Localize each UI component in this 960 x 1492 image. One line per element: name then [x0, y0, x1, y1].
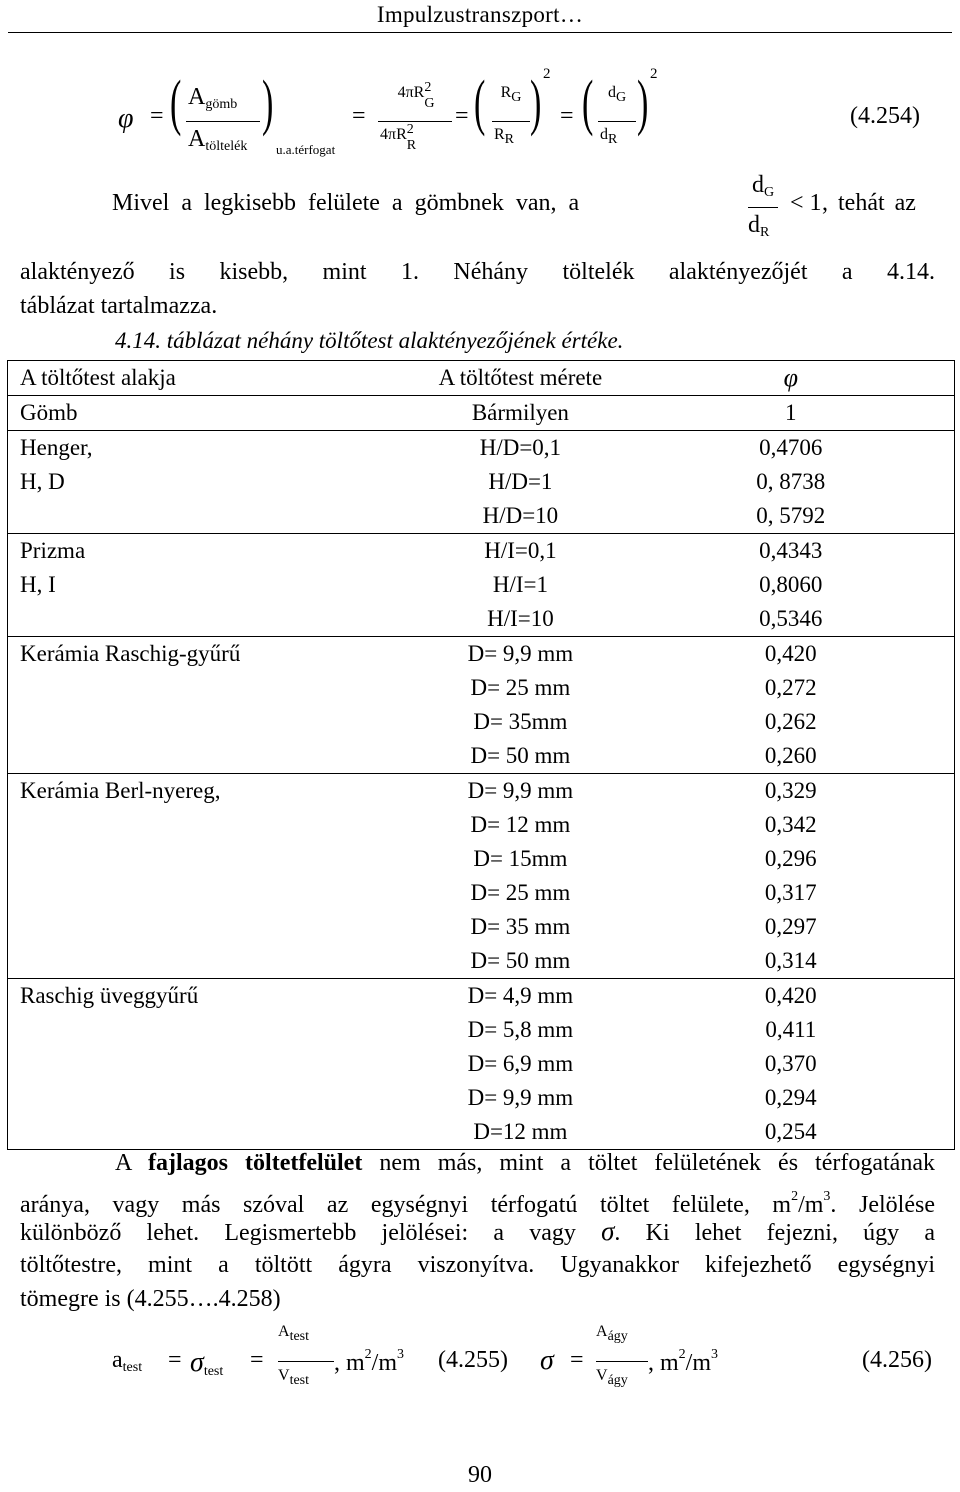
shape-cell: Prizma [8, 534, 414, 569]
square-exponent: 2 [650, 66, 658, 82]
fraction-bar [598, 121, 636, 122]
fraction-4piR: 4πR 2 G 4πR 2 R [380, 84, 452, 106]
size-cell: H/I=0,1 [413, 534, 627, 569]
table-row [8, 739, 955, 774]
equation-number: (4.254) [850, 103, 920, 129]
size-cell: D= 15mm [473, 846, 568, 871]
condition-subscript: u.a.térfogat [276, 142, 336, 157]
square-exponent: 2 [543, 66, 551, 82]
size-cell: D= 9,9 mm [413, 774, 627, 809]
table-row [8, 808, 955, 842]
size-cell: D= 12 mm [470, 812, 571, 837]
table-row [8, 396, 955, 431]
shape-cell: H, D [20, 469, 65, 494]
header-rule [8, 32, 952, 33]
shape-cell [8, 876, 414, 910]
phi-cell: 0,296 [764, 846, 817, 871]
size-cell: D= 9,9 mm [467, 1085, 574, 1110]
phi-cell: 0,4706 [628, 431, 955, 466]
page-number: 90 [468, 1462, 492, 1488]
fraction-dG-dR: dG dR [600, 84, 634, 106]
phi-cell: 0,420 [628, 637, 955, 672]
phi-cell: 0,5346 [759, 606, 823, 631]
table-row [8, 431, 955, 466]
shape-cell: Kerámia Berl-nyereg, [8, 774, 414, 809]
paragraph-line: töltőtestre, mint a töltött ágyra viszonyítva. Ugyanakkor kifejezhető egységnyi [20, 1252, 935, 1278]
table-row [8, 944, 955, 979]
column-header: A töltőtest alakja [8, 361, 414, 396]
table-row [8, 602, 955, 637]
paragraph-line: , tehát az [822, 190, 916, 216]
shape-cell: H, I [20, 572, 56, 597]
fraction-A-V-agy: Aágy Vágy [596, 1323, 648, 1345]
phi-symbol: φ [118, 103, 134, 134]
table-row [8, 910, 955, 944]
table-row [8, 1115, 955, 1150]
table-row [8, 876, 955, 910]
size-cell: D= 9,9 mm [413, 637, 627, 672]
equation-number: (4.256) [862, 1347, 932, 1373]
shape-cell [8, 602, 414, 637]
phi-cell: 0,4343 [628, 534, 955, 569]
phi-cell: 0, 5792 [756, 503, 826, 528]
fraction-bar [278, 1361, 334, 1362]
fraction-bar [748, 207, 778, 208]
table-row [8, 1081, 955, 1115]
table-row [8, 774, 955, 809]
table-caption: 4.14. táblázat néhány töltőtest alaktényezőjének értéke. [115, 328, 624, 353]
phi-cell: 0,272 [764, 675, 817, 700]
shape-cell [8, 499, 414, 534]
size-cell: D= 35mm [473, 709, 568, 734]
phi-cell: 1 [628, 396, 955, 431]
size-cell: D= 25 mm [470, 880, 571, 905]
size-cell: D=12 mm [473, 1119, 568, 1144]
table-row [8, 705, 955, 739]
table-row [8, 568, 955, 602]
shape-cell: Kerámia Raschig-gyűrű [8, 637, 414, 672]
table-row [8, 499, 955, 534]
shape-cell [8, 1115, 414, 1150]
paragraph-line: alaktényező is kisebb, mint 1. Néhány töltelék alaktényezőjét a 4.14. [20, 259, 935, 285]
paragraph-line: tömegre is (4.255….4.258) [20, 1286, 281, 1312]
fraction-bar [378, 121, 452, 122]
shape-cell [8, 910, 414, 944]
phi-cell: 0,314 [764, 948, 817, 973]
table-row [8, 671, 955, 705]
phi-cell: 0,294 [764, 1085, 817, 1110]
running-header: Impulzustranszport… [376, 2, 584, 27]
equals-sign: = [560, 103, 574, 129]
shape-cell [8, 808, 414, 842]
size-cell: Bármilyen [413, 396, 627, 431]
phi-cell: 0,262 [764, 709, 817, 734]
table-row [8, 465, 955, 499]
size-cell: H/I=10 [487, 606, 554, 631]
table-row [8, 637, 955, 672]
phi-cell: 0,342 [764, 812, 817, 837]
equals-sign: = [352, 103, 366, 129]
paragraph-line: különböző lehet. Legismertebb jelölései: a vagy σ. Ki lehet fejezni, úgy a [20, 1216, 935, 1246]
size-cell: D= 50 mm [470, 948, 571, 973]
phi-cell: 0,370 [764, 1051, 817, 1076]
shape-factor-table [7, 360, 955, 1150]
phi-cell: 0,411 [765, 1017, 817, 1042]
size-cell: D= 50 mm [470, 743, 571, 768]
table-row [8, 534, 955, 569]
equation-number: (4.255) [438, 1347, 508, 1373]
numerator: $A_{gömb}$ [188, 84, 238, 112]
paragraph-line: táblázat tartalmazza. [20, 293, 218, 319]
shape-cell [8, 739, 414, 774]
right-paren: ) [530, 69, 542, 137]
phi-cell: 0,297 [764, 914, 817, 939]
shape-cell [8, 944, 414, 979]
shape-cell: Henger, [8, 431, 414, 466]
size-cell: H/D=0,1 [413, 431, 627, 466]
column-header: φ [628, 361, 955, 396]
left-paren: ( [582, 69, 594, 137]
equals-sign: = [150, 103, 164, 129]
table-header-row [8, 361, 955, 396]
less-than-one: < 1 [790, 190, 822, 216]
phi-cell: 0, 8738 [756, 469, 826, 494]
table-row [8, 1047, 955, 1081]
equals-sign: = [455, 103, 469, 129]
shape-cell [8, 842, 414, 876]
fraction-area-ratio [186, 84, 258, 154]
paragraph-line: Mivel a legkisebb felülete a gömbnek van, a [112, 190, 580, 216]
size-cell: D= 4,9 mm [413, 979, 627, 1014]
right-paren: ) [262, 69, 274, 137]
table-row [8, 979, 955, 1014]
phi-cell: 0,420 [628, 979, 955, 1014]
left-paren: ( [170, 69, 182, 137]
fraction-bar [492, 121, 530, 122]
paragraph-line: aránya, vagy más szóval az egységnyi térfogatú töltet felülete, $m^2/m^3$. Jelölése [20, 1189, 935, 1218]
phi-cell: 0,329 [628, 774, 955, 809]
fraction-dG-dR-inline: $d_G$ $d_R$ [748, 172, 778, 201]
phi-cell: 0,8060 [759, 572, 823, 597]
shape-cell: Raschig üveggyűrű [8, 979, 414, 1014]
phi-cell: 0,317 [764, 880, 817, 905]
size-cell: D= 6,9 mm [467, 1051, 574, 1076]
size-cell: H/I=1 [492, 572, 548, 597]
fraction-RG-RR: RG RR [494, 84, 528, 106]
size-cell: D= 25 mm [470, 675, 571, 700]
table-row [8, 1013, 955, 1047]
column-header: A töltőtest mérete [413, 361, 627, 396]
table-row [8, 842, 955, 876]
size-cell: H/D=1 [488, 469, 553, 494]
size-cell: H/D=10 [482, 503, 559, 528]
size-cell: D= 5,8 mm [467, 1017, 574, 1042]
left-paren: ( [474, 69, 486, 137]
fraction-A-V-test: Atest Vtest [278, 1323, 334, 1345]
shape-cell [8, 705, 414, 739]
fraction-bar [596, 1361, 648, 1362]
phi-cell: 0,254 [764, 1119, 817, 1144]
shape-cell [8, 671, 414, 705]
phi-cell: 0,260 [764, 743, 817, 768]
shape-cell [8, 1081, 414, 1115]
shape-cell: Gömb [8, 396, 414, 431]
document-page: Impulzustranszport… φ = ( $A_{gömb}$ $A_{töltelék}$ ) u.a.térfogat = 4πR 2 G 4πR 2 R = ( RG RR ) 2 = ( dG dR ) 2 (4.254) Mivel a legkisebb felülete a gömbnek van, a $d_G$ $d_R$ < 1 , tehát az alaktényező is kisebb, mint 1. Néhány töltelék alaktényezőjét a 4.14. táblázat tartalmazza. 4.14. táblázat néhány töltőtest alaktényezőjének értéke. A töltőtest alakja A töltőtest mérete φ Gömb Bármilyen 1 Henger, H/D=0,1 0,4706 H, D H/D=1 0, 8738 H/D=10 0, 5792 Prizma H/I=0,1 0,4343 H, I H/I=1 0,8060 H/I=10 0,5346 Kerámia Raschig-gyűrű D= 9,9 mm 0,420 D= 25 mm 0,272 D= 35mm 0,262 D= 50 mm 0,260 Kerámia Berl-nyereg, D= 9,9 mm 0,329 D= 12 mm 0,342 D= 15mm 0,296 D= 25 mm 0,317 D= 35 mm 0,297 D= 50 mm 0,314 Raschig üveggyűrű D= 4,9 mm 0,420 D= 5,8 mm 0,411 D= 6,9 mm 0,370 D= 9,9 mm 0,294 D=12 mm 0,254 A fajlagos töltetfelület nem más, mint a töltet felületének és térfogatának aránya, vagy más szóval az egységnyi térfogatú töltet felülete, $m^2/m^3$. Jelölése különböző lehet. Legismertebb jelölései: a vagy σ. Ki lehet fejezni, úgy a töltőtestre, mint a töltött ágyra viszonyítva. Ugyanakkor kifejezhető egységnyi tömegre is (4.255….4.258) $a_{test}$ = $\sigma_{test}$ = Atest Vtest , $m^2/m^3$ (4.255) σ = Aágy Vágy , $m^2/m^3$ (4.256) 90 [0, 0, 960, 1492]
fraction-bar [186, 121, 260, 122]
paragraph-line: A fajlagos töltetfelület nem más, mint a töltet felületének és térfogatának [115, 1150, 935, 1176]
size-cell: D= 35 mm [470, 914, 571, 939]
shape-cell [8, 1047, 414, 1081]
denominator: $A_{töltelék}$ [188, 126, 248, 154]
shape-cell [8, 1013, 414, 1047]
right-paren: ) [637, 69, 649, 137]
